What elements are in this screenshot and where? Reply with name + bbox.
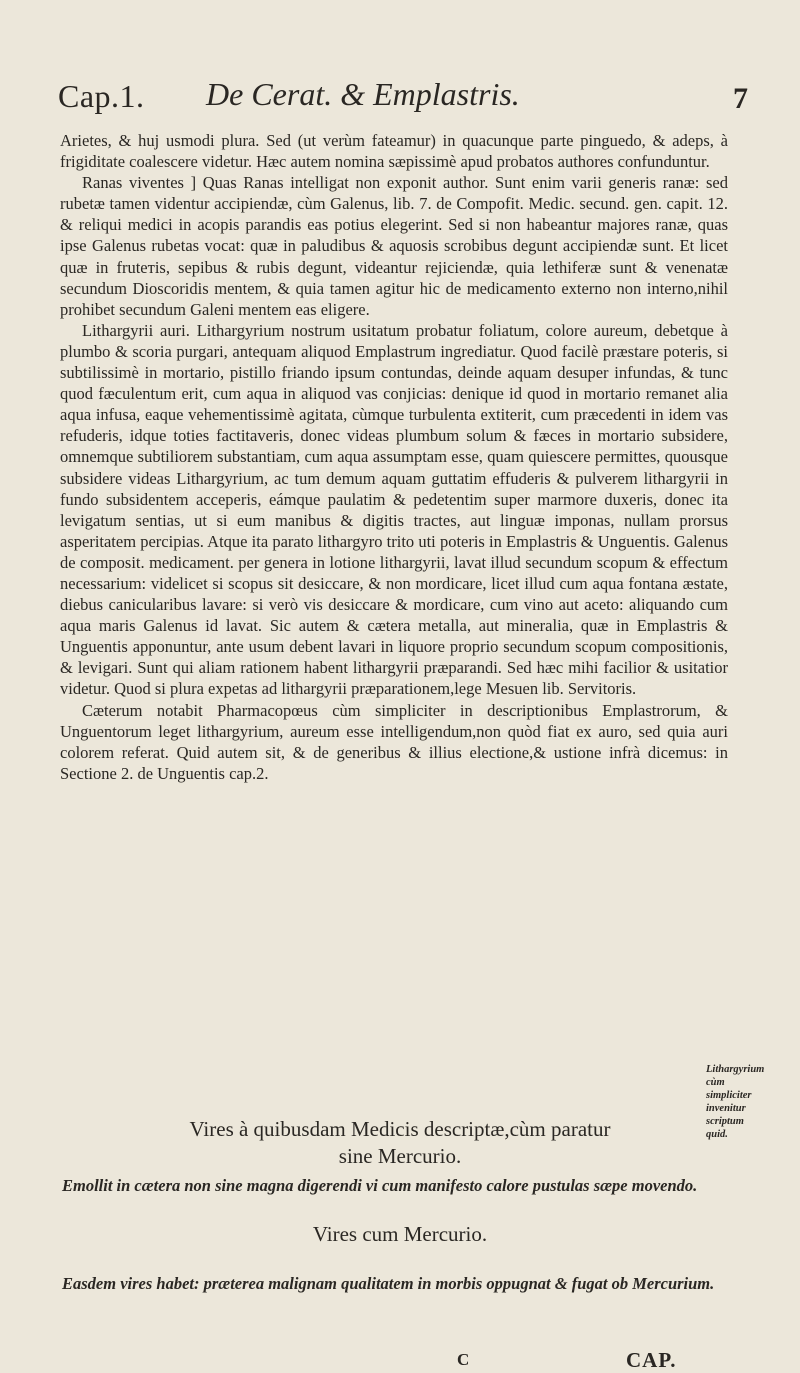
- section-text-sine-mercurio: Emollit in cætera non sine magna digerendi vi cum manifesto calore pustulas sæpe movendo.: [62, 1176, 698, 1195]
- section-text-cum-mercurio: Easdem vires habet: præterea malignam qualitatem in morbis oppugnat & fugat ob Mercurium.: [62, 1274, 715, 1293]
- heading-line: sine Mercurio.: [338, 1144, 462, 1168]
- section-heading-cum-mercurio: Vires cum Mercurio.: [312, 1222, 488, 1246]
- paragraph: Ranas viventes ] Quas Ranas intelligat non exponit author. Sunt enim varii generis ranæ: sed rubetæ tamen videntur accipiendæ, cùm Galenus, lib. 7. de Compofit. Medic. secund. gen. capit. 12. & reliqui medici in acopis parandis eas potius elegerint. Sed si non habeantur majores ranæ, quas ipse Galenus rubetas vocat: quæ in paludibus & aquosis scrobibus degunt accipiendæ sunt. Et licet quæ in fruteтis, sepibus & rubis degunt, videantur rejiciendæ, quia lethiferæ sunt & venenatæ secundum Dioscoridis mentem, & quia tamen agitur hic de medicamento externo non interno,nihil prohibet secundum Galeni mentem eas eligere.: [60, 173, 728, 319]
- margin-note: Lithargyrium cùm simpliciter invenitur scriptum quid.: [706, 1064, 765, 1140]
- paragraph: Cæterum notabit Pharmacopœus cùm simpliciter in descriptionibus Emplastrorum, & Unguentorum leget lithargyrium, aureum esse intelligendum,non quòd fiat ex auro, sed quia auri colorem referat. Quid autem sit, & de generibus & illius electione,& ustione infrà dicemus: in Sectione 2. de Unguentis cap.2.: [60, 700, 728, 783]
- running-title: De Cerat. & Emplastris.: [206, 76, 520, 112]
- signature-mark: C: [457, 1350, 470, 1369]
- paragraph: Arietes, & huj usmodi plura. Sed (ut verùm fateamur) in quacunque parte pinguedo, & adeps, à frigiditate coalescere videtur. Hæc autem nomina sæpissimè apud probatos authores confunduntur.: [60, 131, 728, 172]
- heading-line: Vires à quibusdam Medicis descriptæ,cùm paratur: [189, 1117, 611, 1141]
- section-heading-sine-mercurio: [0, 1116, 800, 1170]
- chapter-label: Cap.1.: [58, 78, 145, 114]
- page-number: 7: [733, 82, 748, 115]
- catchword: CAP.: [626, 1348, 677, 1372]
- main-text: [60, 130, 728, 784]
- paragraph: Lithargyrii auri. Lithargyrium nostrum usitatum probatur foliatum, colore aureum, debetque à plumbo & scoria purgari, antequam aliquod Emplastrum ingrediatur. Quod facilè præstare poteris, si subtilissimè in mortario, pistillo friando ipsum contundas, deinde aquam desuper infundas, & tunc quod fæculentum erit, cum aqua in aliquod vas conjicias: denique id quod in mortario remanet alia aqua infusa, eaque vehementissimè agitata, cùmque turbulenta extiterit, cum præcedenti in idem vas refuderis, idque toties factitaveris, donec videas plumbum solum & fæces in mortario subsidere, omnemque subtiliorem substantiam, cum aqua assumptam esse, quam quiescere permittes, quousque subsidere videas Lithargyrium, ac tum demum aquam guttatim effuderis & pulverem lithargyrii in fundo subsidentem acceperis, eámque paulatim & pedetentim super marmore duxeris, donec ita levigatum sentias, ut si eum manibus & digitis tractes, aut linguæ imponas, nullam prorsus asperitatem percipias. Atque ita parato lithargyro trito uti poteris in Emplastris & Unguentis. Galenus de composit. medicament. per genera in lotione lithargyrii, lavat illud secundum scopum & effectum necessarium: videlicet si scopus sit desiccare, & non mordicare, licet illud cum aqua fontana æstate, diebus canicularibus lavare: si verò vis desiccare & mordicare, cum vino aut aceto: aliquando cum aqua maris Galenus id lavat. Sic autem & cætera metalla, aut mineralia, quæ in Emplastris & Unguentis apponuntur, ante usum debent lavari in liquore proprio secundum scopum compositionis, & levigari. Sunt qui aliam rationem habent lithargyrii præparandi. Sed hæc mihi facilior & usitatior videtur. Quod si plura expetas ad lithargyrii præparationem,lege Mesuen lib. Servitoris.: [60, 320, 728, 699]
- running-header: [58, 76, 748, 124]
